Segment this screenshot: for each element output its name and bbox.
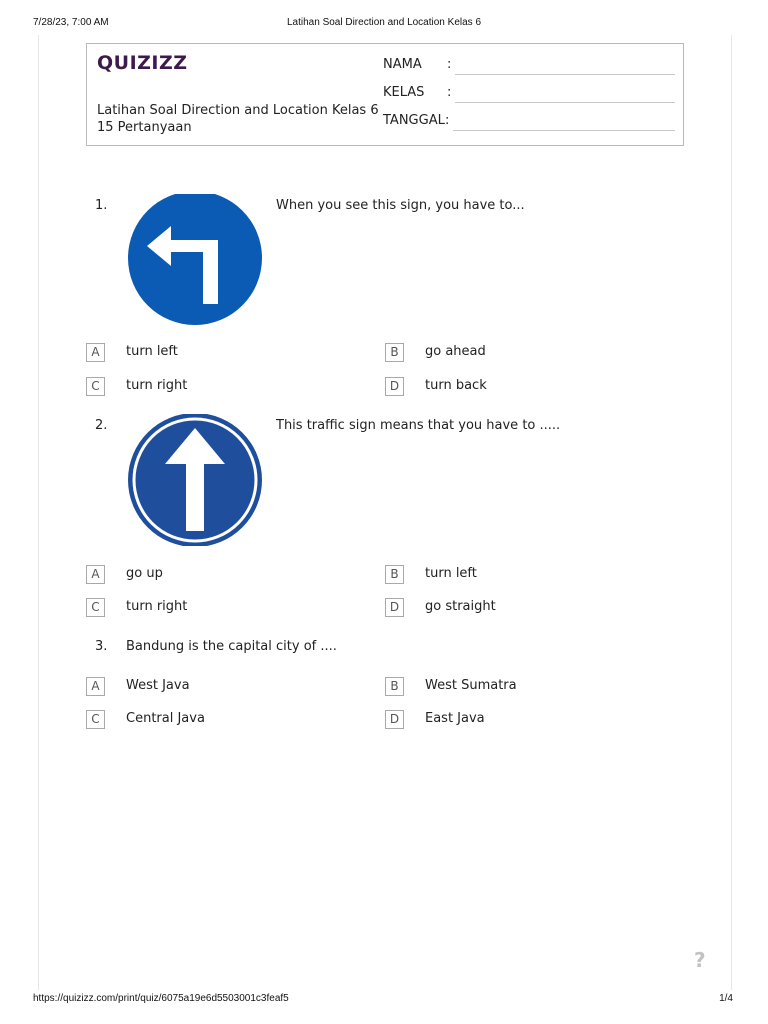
option-a[interactable] [86, 565, 366, 585]
question-number: 3. [95, 639, 108, 654]
option-letter: C [86, 377, 105, 396]
option-text: turn back [425, 378, 487, 393]
print-date: 7/28/23, 7:00 AM [33, 17, 109, 28]
question-number: 1. [95, 198, 108, 213]
quiz-title: Latihan Soal Direction and Location Kelas 6 [97, 103, 379, 118]
option-text: turn right [126, 599, 188, 614]
option-letter: C [86, 598, 105, 617]
field-colon: : [447, 85, 452, 100]
field-colon: : [445, 113, 450, 128]
question-number: 2. [95, 418, 108, 433]
field-label: KELAS [383, 85, 425, 100]
question-text: Bandung is the capital city of .... [126, 639, 337, 654]
option-text: turn left [126, 344, 178, 359]
option-d[interactable] [385, 598, 665, 618]
option-letter: A [86, 565, 105, 584]
go-straight-sign-icon [126, 414, 266, 550]
option-letter: D [385, 598, 404, 617]
print-title: Latihan Soal Direction and Location Kelas 6 [286, 17, 482, 28]
option-text: West Sumatra [425, 678, 517, 693]
name-line[interactable] [455, 74, 675, 75]
field-label: TANGGAL [383, 113, 445, 128]
option-letter: A [86, 343, 105, 362]
class-line[interactable] [455, 102, 675, 103]
page-url: https://quizizz.com/print/quiz/6075a19e6d5503001c3feaf5 [33, 993, 289, 1004]
date-field [383, 113, 675, 133]
option-text: West Java [126, 678, 190, 693]
date-line[interactable] [453, 130, 675, 131]
question-count: 15 Pertanyaan [97, 120, 192, 135]
page-number: 1/4 [719, 993, 733, 1004]
quizizz-logo: QUIZIZZ [97, 52, 188, 74]
option-c[interactable] [86, 377, 366, 397]
option-letter: C [86, 710, 105, 729]
turn-left-sign-icon [126, 194, 266, 330]
option-text: East Java [425, 711, 485, 726]
class-field [383, 85, 675, 105]
option-letter: B [385, 677, 404, 696]
option-a[interactable] [86, 677, 366, 697]
quiz-header-box [86, 43, 684, 146]
option-c[interactable] [86, 710, 366, 730]
option-d[interactable] [385, 377, 665, 397]
name-field [383, 57, 675, 77]
question-text: This traffic sign means that you have to ..... [276, 418, 561, 433]
option-letter: B [385, 565, 404, 584]
option-b[interactable] [385, 565, 665, 585]
option-b[interactable] [385, 343, 665, 363]
option-letter: D [385, 377, 404, 396]
help-icon[interactable]: ? [694, 948, 706, 972]
print-footer [0, 990, 768, 1020]
option-text: Central Java [126, 711, 205, 726]
option-c[interactable] [86, 598, 366, 618]
option-letter: B [385, 343, 404, 362]
option-b[interactable] [385, 677, 665, 697]
option-d[interactable] [385, 710, 665, 730]
option-text: go straight [425, 599, 496, 614]
question-text: When you see this sign, you have to... [276, 198, 525, 213]
option-letter: D [385, 710, 404, 729]
field-label: NAMA [383, 57, 422, 72]
field-colon: : [447, 57, 452, 72]
option-letter: A [86, 677, 105, 696]
option-text: go up [126, 566, 163, 581]
option-text: turn left [425, 566, 477, 581]
option-text: go ahead [425, 344, 486, 359]
option-a[interactable] [86, 343, 366, 363]
option-text: turn right [126, 378, 188, 393]
print-header [0, 0, 768, 40]
